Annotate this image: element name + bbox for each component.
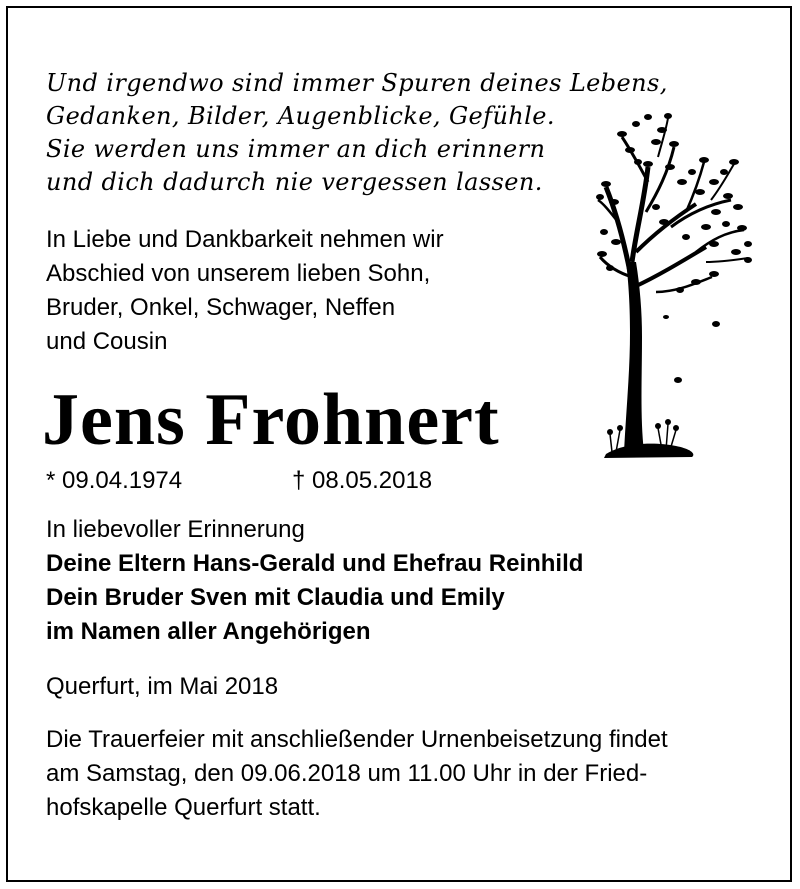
poem-line: Gedanken, Bilder, Augenblicke, Gefühle. [46,102,555,130]
mourner-line: Dein Bruder Sven mit Claudia und Emily [46,584,505,611]
poem-line: und dich dadurch nie vergessen lassen. [46,168,543,196]
service-line: am Samstag, den 09.06.2018 um 11.00 Uhr in der Fried- [46,760,648,787]
deceased-name: Jens Frohnert [42,379,500,461]
intro-line: Abschied von unserem lieben Sohn, [46,260,431,287]
service-line: hofskapelle Querfurt statt. [46,794,321,821]
poem-line: Sie werden uns immer an dich erinnern [46,135,546,163]
birth-date: * 09.04.1974 [46,467,183,494]
funeral-service-info [46,723,668,825]
poem-verse [46,67,668,199]
intro-line: und Cousin [46,328,168,355]
farewell-intro [46,223,444,359]
service-line: Die Trauerfeier mit anschließender Urnenbeisetzung findet [46,726,668,753]
tree-icon [596,112,754,460]
memory-block [46,513,583,649]
death-date: † 08.05.2018 [292,467,433,494]
intro-line: Bruder, Onkel, Schwager, Neffen [46,294,396,321]
place-date: Querfurt, im Mai 2018 [46,673,279,700]
poem-line: Und irgendwo sind immer Spuren deines Lebens, [46,69,668,97]
intro-line: In Liebe und Dankbarkeit nehmen wir [46,226,444,253]
mourner-line: Deine Eltern Hans-Gerald und Ehefrau Reinhild [46,550,584,577]
memory-intro: In liebevoller Erinnerung [46,516,305,543]
mourner-line: im Namen aller Angehörigen [46,618,371,645]
